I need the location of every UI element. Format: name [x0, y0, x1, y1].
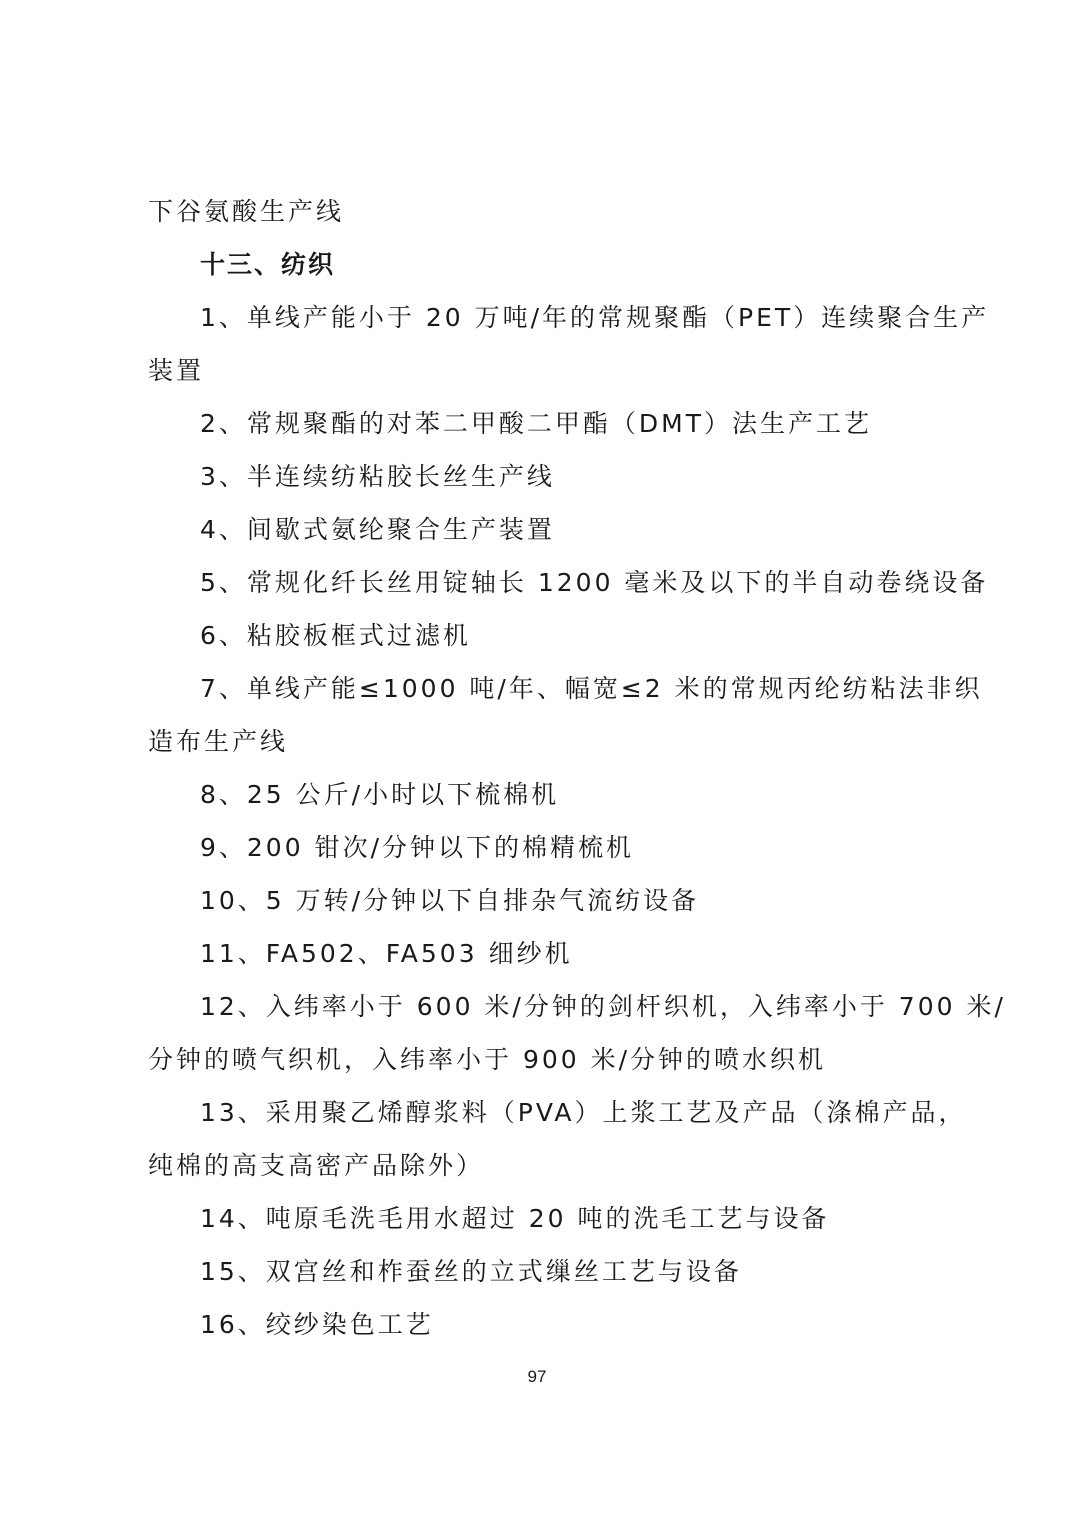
list-item-7-continuation: 造布生产线: [148, 727, 289, 756]
page-number: 97: [527, 1367, 547, 1386]
list-item-1: 1、单线产能小于 20 万吨/年的常规聚酯（PET）连续聚合生产: [200, 303, 990, 332]
list-item-6: 6、粘胶板框式过滤机: [200, 621, 471, 650]
list-item-5: 5、常规化纤长丝用锭轴长 1200 毫米及以下的半自动卷绕设备: [200, 568, 989, 597]
list-item-1-continuation: 装置: [148, 356, 205, 385]
list-item-12-continuation: 分钟的喷气织机，入纬率小于 900 米/分钟的喷水织机: [148, 1045, 827, 1074]
list-item-14: 14、吨原毛洗毛用水超过 20 吨的洗毛工艺与设备: [200, 1204, 830, 1233]
list-item-2: 2、常规聚酯的对苯二甲酸二甲酯（DMT）法生产工艺: [200, 409, 872, 438]
list-item-12: 12、入纬率小于 600 米/分钟的剑杆织机，入纬率小于 700 米/: [200, 992, 1006, 1021]
list-item-10: 10、5 万转/分钟以下自排杂气流纺设备: [200, 886, 700, 915]
list-item-4: 4、间歇式氨纶聚合生产装置: [200, 515, 555, 544]
list-item-3: 3、半连续纺粘胶长丝生产线: [200, 462, 555, 491]
list-item-8: 8、25 公斤/小时以下梳棉机: [200, 780, 560, 809]
list-item-16: 16、绞纱染色工艺: [200, 1310, 434, 1339]
list-item-9: 9、200 钳次/分钟以下的棉精梳机: [200, 833, 634, 862]
list-item-7: 7、单线产能≤1000 吨/年、幅宽≤2 米的常规丙纶纺粘法非织: [200, 674, 983, 703]
list-item-13: 13、采用聚乙烯醇浆料（PVA）上浆工艺及产品（涤棉产品，: [200, 1098, 967, 1127]
list-item-15: 15、双宫丝和柞蚕丝的立式缫丝工艺与设备: [200, 1257, 742, 1286]
list-item-11: 11、FA502、FA503 细纱机: [200, 939, 573, 968]
section-heading: 十三、纺织: [200, 250, 336, 279]
continuation-text: 下谷氨酸生产线: [148, 197, 345, 226]
list-item-13-continuation: 纯棉的高支高密产品除外）: [148, 1151, 485, 1180]
